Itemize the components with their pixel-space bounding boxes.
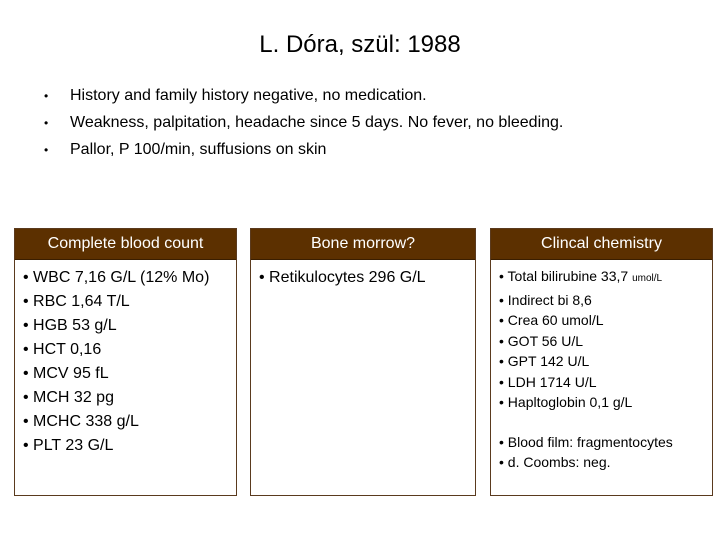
bone-box	[250, 228, 476, 496]
cbc-item: • WBC 7,16 G/L (12% Mo)	[23, 269, 210, 286]
history-item	[44, 113, 563, 140]
chem-item: • Indirect bi 8,6	[499, 291, 592, 308]
cbc-item: • MCHC 338 g/L	[23, 413, 139, 430]
bilirubine-value: • Total bilirubine 33,7	[499, 268, 629, 284]
slide-title: L. Dóra, szül: 1988	[259, 31, 461, 58]
cbc-item: • PLT 23 G/L	[23, 437, 114, 454]
bullet-icon: •	[44, 143, 49, 157]
history-item	[44, 86, 563, 113]
chem-item: • Hapltoglobin 0,1 g/L	[499, 394, 633, 410]
bilirubine-unit: umol/L	[632, 273, 663, 284]
cbc-body	[15, 260, 236, 464]
chem-item: • d. Coombs: neg.	[499, 454, 611, 470]
chem-item: • GPT 142 U/L	[499, 353, 590, 369]
cbc-item: • MCH 32 pg	[23, 389, 114, 406]
history-text: History and family history negative, no medication.	[70, 87, 427, 104]
bone-header: Bone morrow?	[251, 229, 475, 260]
bone-body	[251, 260, 475, 296]
cbc-item: • MCV 95 fL	[23, 365, 109, 382]
chem-header: Clincal chemistry	[491, 229, 712, 260]
chem-item	[499, 266, 704, 290]
bone-item: • Retikulocytes 296 G/L	[259, 269, 426, 286]
chem-item: • Blood film: fragmentocytes	[499, 433, 673, 450]
cbc-item: • HCT 0,16	[23, 341, 102, 358]
cbc-item: • HGB 53 g/L	[23, 317, 117, 334]
history-text: Pallor, P 100/min, suffusions on skin	[70, 141, 327, 158]
history-item	[44, 140, 563, 167]
bullet-icon: •	[44, 116, 49, 130]
spacer	[499, 413, 704, 432]
chem-item: • Crea 60 umol/L	[499, 312, 604, 328]
chem-item: • LDH 1714 U/L	[499, 373, 597, 390]
history-text: Weakness, palpitation, headache since 5 days. No fever, no bleeding.	[70, 114, 564, 131]
cbc-box	[14, 228, 237, 496]
chem-item: • GOT 56 U/L	[499, 332, 584, 349]
chem-box	[490, 228, 713, 496]
chem-body	[491, 260, 712, 479]
bullet-icon: •	[44, 89, 49, 103]
history-list	[44, 86, 563, 167]
cbc-header: Complete blood count	[15, 229, 236, 260]
cbc-item: • RBC 1,64 T/L	[23, 293, 130, 310]
